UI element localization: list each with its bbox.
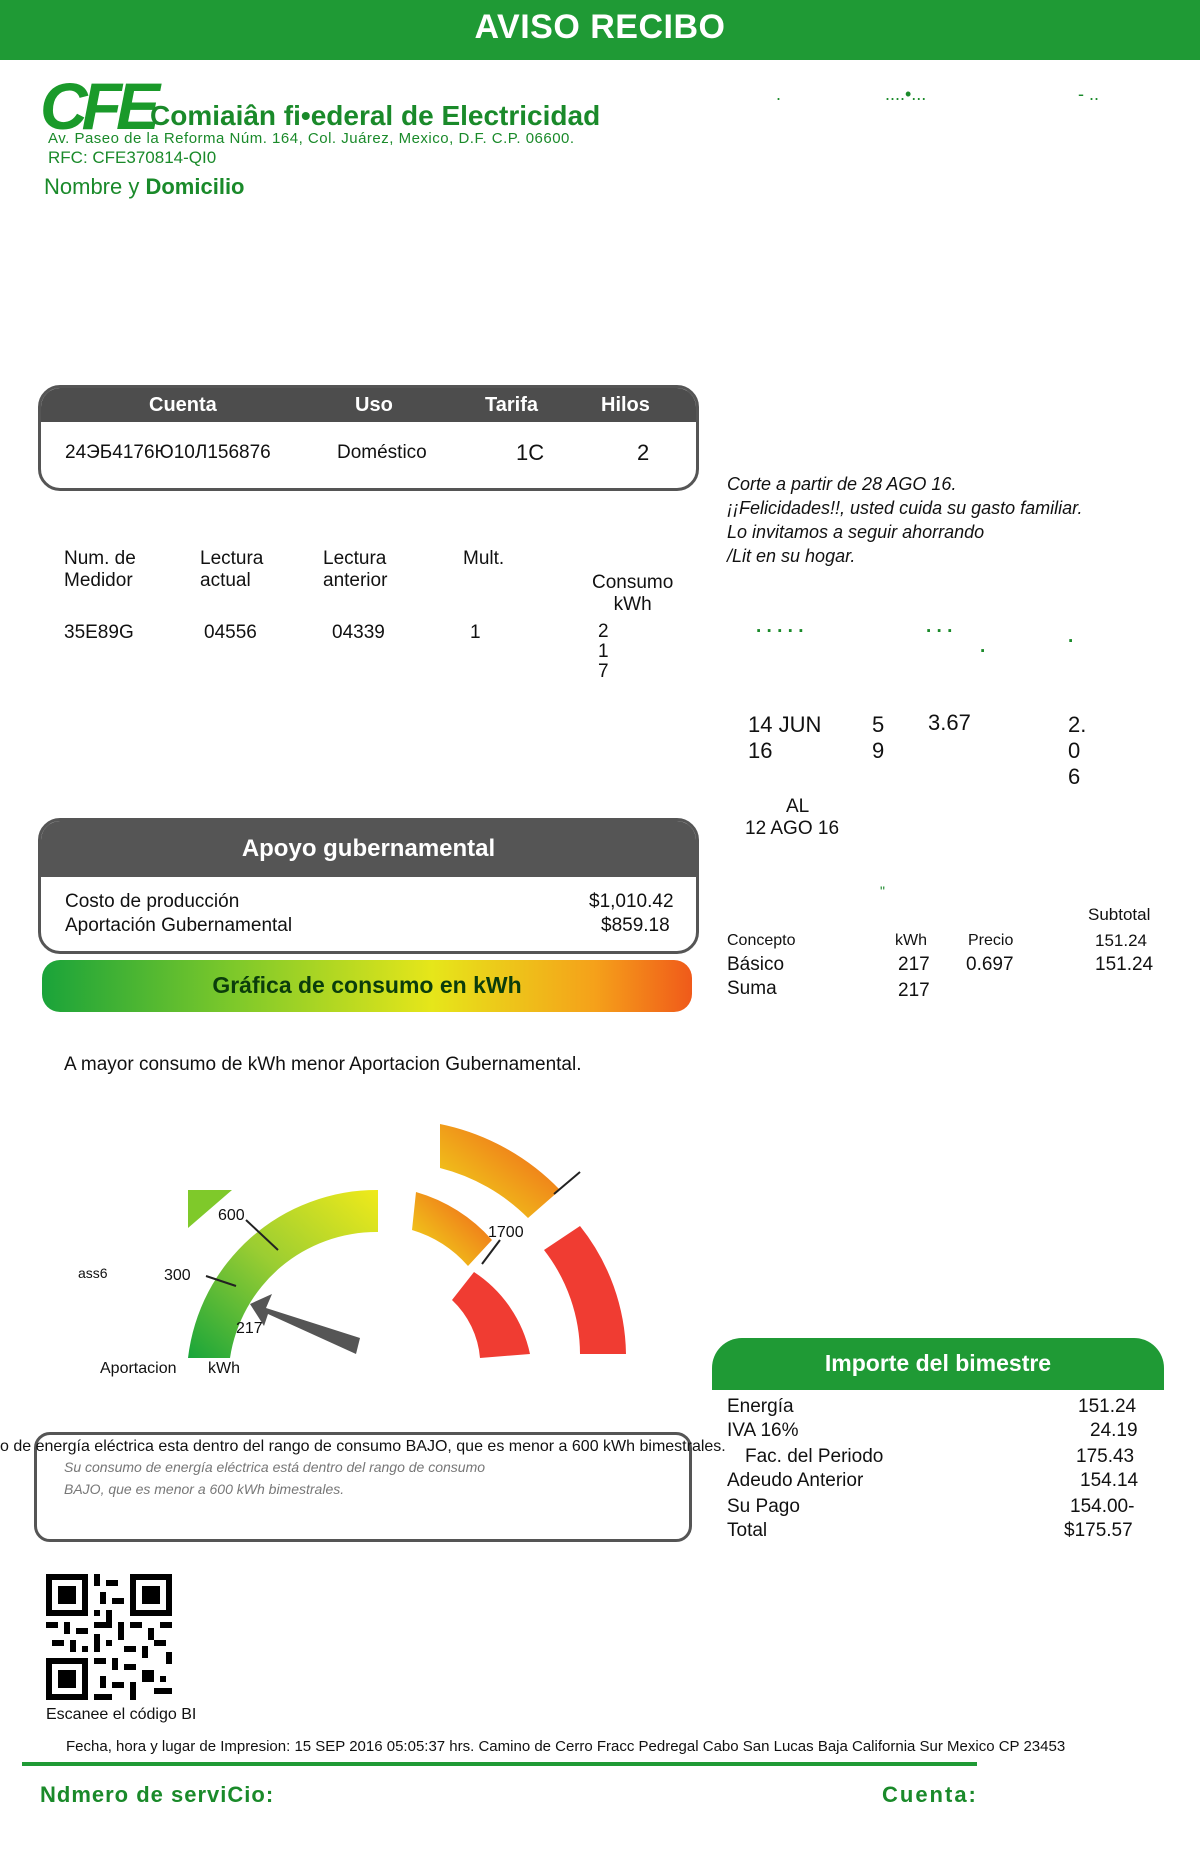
concept-row-0-precio: 0.697 — [966, 954, 1014, 975]
gauge-red-segment-1 — [452, 1272, 530, 1358]
gauge-tick-label-300: 300 — [164, 1267, 191, 1284]
gauge-label-aportacion: Aportacion — [100, 1360, 177, 1377]
period-marks-2: . . . — [926, 616, 953, 637]
importe-value-adeudo: 154.14 — [1080, 1470, 1139, 1491]
consumption-message-line2: BAJO, que es menor a 600 kWh bimestrales. — [64, 1481, 345, 1497]
gauge-value-label: 217 — [236, 1320, 263, 1337]
header-hilos: Hilos — [601, 394, 650, 416]
lectura-actual: 04556 — [204, 622, 257, 643]
footer-cuenta-label: Cuenta: — [882, 1782, 978, 1807]
consumption-chart-title: Gráfica de consumo en kWh — [212, 972, 522, 998]
company-rfc: RFC: CFE370814-QI0 — [48, 148, 217, 167]
gauge-orange-segment-2 — [440, 1124, 560, 1218]
period-marks-4: . — [1068, 626, 1074, 647]
concept-row-0-name: Básico — [727, 954, 785, 975]
gauge-arrow — [250, 1294, 360, 1354]
num-medidor: 35E89G — [64, 622, 134, 643]
consumption-gradient-bar — [42, 960, 692, 1012]
importe-value-total: $175.57 — [1064, 1520, 1133, 1541]
concept-subtotal-total: 151.24 — [1095, 931, 1147, 950]
importe-value-periodo: 175.43 — [1076, 1446, 1135, 1467]
cutoff-note: Corte a partir de 28 AGO 16. ¡¡Felicidades!!, usted cuida su gasto familiar. Lo invitamos a seguir ahorrando /Lit en su hogar. — [727, 474, 1083, 566]
aportacion-value: $859.18 — [601, 915, 670, 936]
gauge-orange-segment-1 — [412, 1192, 492, 1266]
qr-code[interactable] — [46, 1574, 172, 1700]
importe-label-su-pago: Su Pago — [727, 1496, 800, 1517]
consumption-message-line1: Su consumo de energía eléctrica está dentro del rango de consumo — [64, 1459, 486, 1475]
nombre-label: Nombre y — [44, 174, 140, 199]
mult-value: 1 — [470, 622, 481, 643]
account-number: 24ЭБ4176Ю10Л156876 — [65, 442, 271, 463]
concept-header-kwh: kWh — [895, 932, 927, 949]
importe-label-energia: Energía — [727, 1396, 794, 1417]
concept-row-0-kwh: 217 — [898, 954, 930, 975]
costo-value: $1,010.42 — [589, 891, 674, 912]
account-tarifa: 1C — [516, 440, 545, 465]
num-servicio-label: Ndmero de serviCio: — [40, 1782, 275, 1807]
account-box — [38, 385, 699, 491]
importe-value-su-pago: 154.00- — [1070, 1496, 1135, 1517]
concept-row-1-kwh: 217 — [898, 980, 930, 1001]
header-cuenta: Cuenta — [149, 394, 217, 416]
lectura-anterior: 04339 — [332, 622, 385, 643]
gauge-red-segment-2 — [544, 1226, 626, 1354]
period-marks-1: . . . . . — [756, 616, 804, 637]
nombre-domicilio — [44, 174, 245, 200]
gauge-tick-label-600: 600 — [218, 1207, 245, 1224]
qr-caption: Escanee el código BI — [46, 1706, 197, 1723]
gauge-label-kwh: kWh — [208, 1360, 240, 1377]
importe-label-iva: IVA 16% — [727, 1420, 799, 1441]
apoyo-box — [38, 818, 699, 954]
gauge-side-label: ass6 — [78, 1265, 108, 1281]
domicilio-label: Domicilio — [145, 174, 245, 199]
importe-label-adeudo: Adeudo Anterior — [727, 1470, 864, 1491]
label-mult: Mult. — [463, 548, 505, 569]
label-consumo: Consumo kWh — [592, 572, 674, 615]
account-uso: Doméstico — [337, 442, 427, 463]
gauge-note: A mayor consumo de kWh menor Aportacion Gubernamental. — [64, 1054, 582, 1075]
top-mark-3: - .. — [1078, 84, 1099, 104]
aportacion-label: Aportación Gubernamental — [65, 915, 293, 936]
label-lectura-actual: Lectura actual — [200, 548, 264, 591]
page-title: AVISO RECIBO — [474, 8, 726, 46]
cfe-logo: CFE — [40, 69, 154, 143]
header-uso: Uso — [355, 394, 393, 416]
gauge-green-segment — [188, 1190, 378, 1358]
importe-label-periodo: Fac. del Periodo — [745, 1446, 884, 1467]
gauge-tick-label-1700: 1700 — [488, 1224, 524, 1241]
importe-label-total: Total — [727, 1520, 768, 1541]
period-al: AL — [786, 796, 810, 817]
period-dot: " — [880, 883, 885, 899]
costo-label: Costo de producción — [65, 891, 240, 912]
period-to: 12 AGO 16 — [745, 818, 840, 839]
label-num-medidor: Num. de Medidor — [64, 548, 136, 591]
label-lectura-anterior: Lectura anterior — [323, 548, 388, 591]
footer-divider — [22, 1762, 977, 1766]
consumption-message-overflow: o de energía eléctrica esta dentro del rango de consumo BAJO, que es menor a 600 kWh bimestrales. — [0, 1438, 726, 1455]
concept-row-0-subtotal: 151.24 — [1095, 954, 1154, 975]
print-info: Fecha, hora y lugar de Impresion: 15 SEP 2016 05:05:37 hrs. Camino de Cerro Fracc Pedregal Cabo San Lucas Baja California Sur Mexico CP 23453 — [66, 1738, 1066, 1755]
importe-value-energia: 151.24 — [1078, 1396, 1137, 1417]
importe-value-iva: 24.19 — [1090, 1420, 1138, 1441]
concept-header-concepto: Concepto — [727, 932, 796, 949]
account-hilos: 2 — [637, 440, 650, 465]
period-days: 5 9 — [872, 712, 885, 763]
top-mark-1: . — [776, 84, 782, 104]
period-from: 14 JUN 16 — [748, 712, 822, 763]
period-avg: 2. 0 6 — [1068, 712, 1087, 789]
importe-header — [712, 1338, 1164, 1390]
concept-row-1-name: Suma — [727, 978, 777, 999]
header-tarifa: Tarifa — [485, 394, 538, 416]
top-mark-2: ....•... — [885, 84, 927, 104]
concept-header-subtotal: Subtotal — [1088, 905, 1151, 924]
period-price: 3.67 — [928, 710, 971, 735]
company-address: Av. Paseo de la Reforma Núm. 164, Col. Juárez, Mexico, D.F. C.P. 06600. — [48, 130, 575, 147]
importe-title: Importe del bimestre — [824, 1350, 1052, 1376]
consumo-value: 2 1 7 — [598, 621, 609, 682]
company-name: Comiaiân fi•ederal de Electricidad — [150, 100, 601, 131]
concept-header-precio: Precio — [968, 932, 1014, 949]
gauge-tick-top — [554, 1172, 580, 1194]
apoyo-title: Apoyo gubernamental — [241, 835, 496, 862]
period-marks-3: . — [980, 636, 986, 657]
